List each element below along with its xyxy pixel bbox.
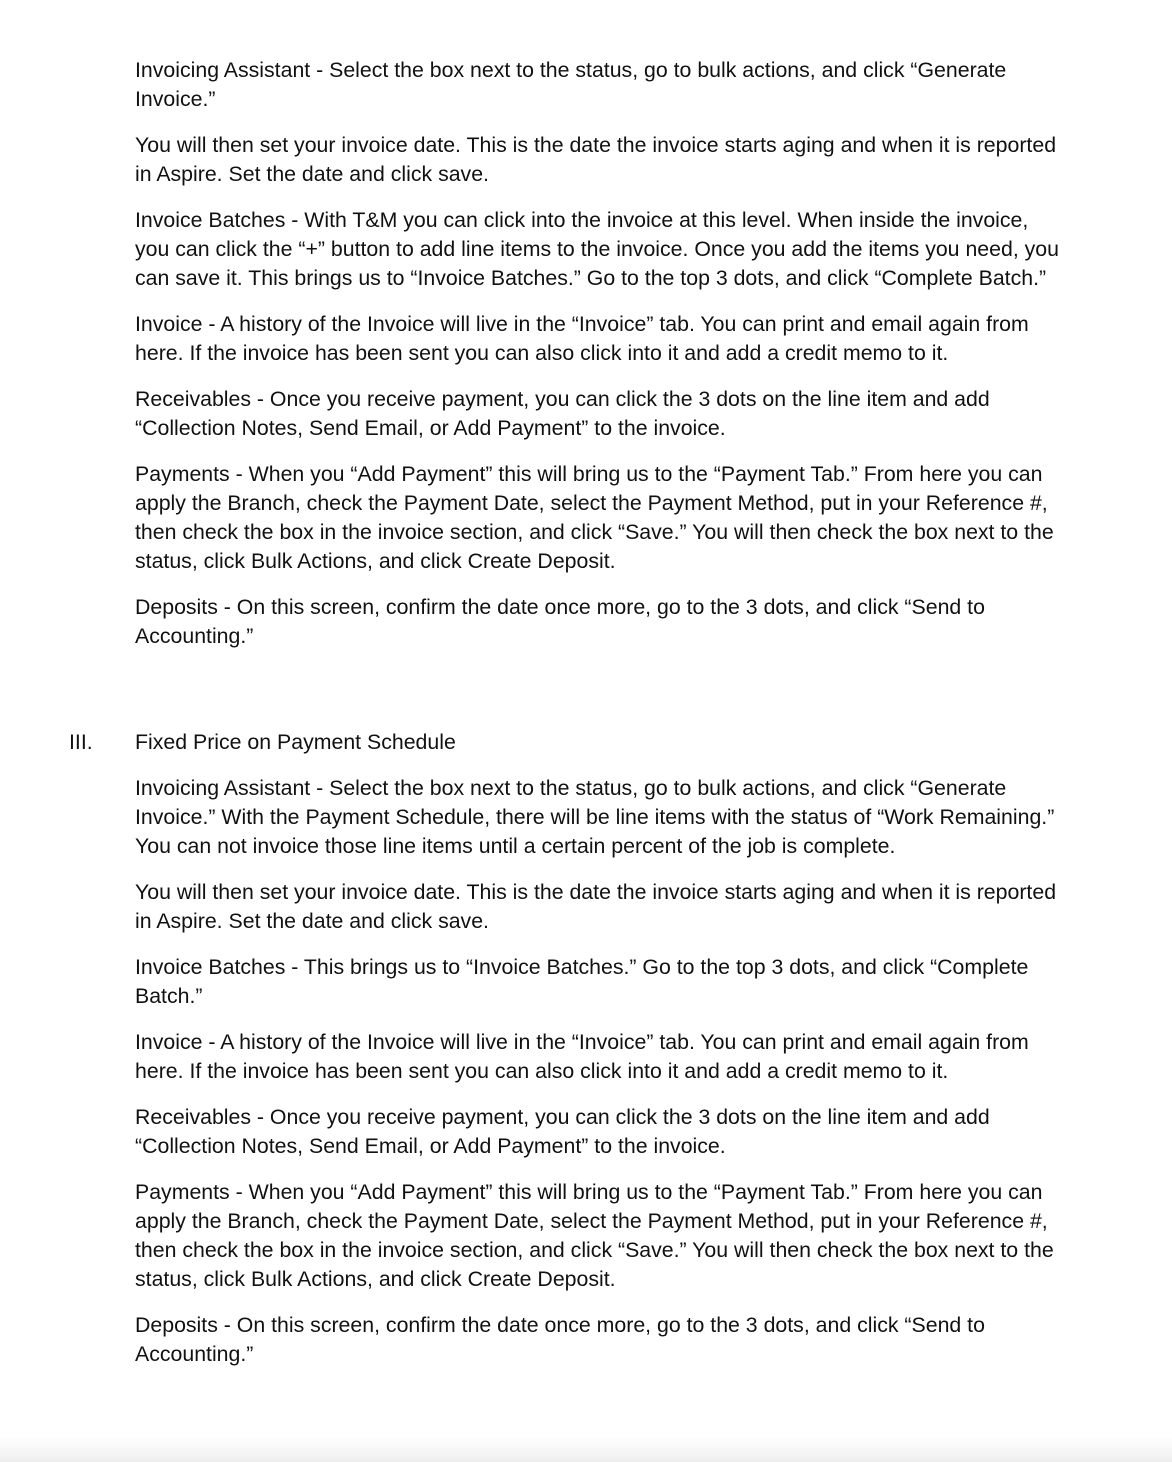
paragraph-deposits: Deposits - On this screen, confirm the date once more, go to the 3 dots, and click “Send to Accounting.”: [135, 1313, 985, 1366]
section-heading: [0, 728, 1172, 757]
paragraph-invoice-date: You will then set your invoice date. This is the date the invoice starts aging and when it is reported in Aspire. Set the date and click save.: [135, 880, 1057, 933]
paragraph-receivables: Receivables - Once you receive payment, you can click the 3 dots on the line item and add “Collection Notes, Send Email, or Add Payment” to the invoice.: [135, 387, 990, 440]
paragraph-deposits: Deposits - On this screen, confirm the date once more, go to the 3 dots, and click “Send to Accounting.”: [135, 595, 985, 648]
section-number: III.: [69, 730, 93, 754]
section-two-steps: [0, 56, 1172, 668]
paragraph-invoice-history: Invoice - A history of the Invoice will live in the “Invoice” tab. You can print and email again from here. If the invoice has been sent you can also click into it and add a credit memo to it.: [135, 1030, 1029, 1083]
paragraph-receivables: Receivables - Once you receive payment, you can click the 3 dots on the line item and add “Collection Notes, Send Email, or Add Payment” to the invoice.: [135, 1105, 990, 1158]
paragraph-invoice-batches: Invoice Batches - With T&M you can click into the invoice at this level. When inside the invoice, you can click the “+” button to add line items to the invoice. Once you add the items you need, you can save it. This brings us to “Invoice Batches.” Go to the top 3 dots, and click “Complete Batch.”: [135, 208, 1059, 290]
paragraph-invoice-date: You will then set your invoice date. This is the date the invoice starts aging and when it is reported in Aspire. Set the date and click save.: [135, 133, 1057, 186]
paragraph-invoicing-assistant: Invoicing Assistant - Select the box next to the status, go to bulk actions, and click “Generate Invoice.”: [135, 58, 1007, 111]
paragraph-invoice-batches: Invoice Batches - This brings us to “Invoice Batches.” Go to the top 3 dots, and click “Complete Batch.”: [135, 955, 1029, 1008]
page-bottom-shadow: [0, 1436, 1172, 1462]
paragraph-payments: Payments - When you “Add Payment” this will bring us to the “Payment Tab.” From here you can apply the Branch, check the Payment Date, select the Payment Method, put in your Reference #, then check the box in the invoice section, and click “Save.” You will then check the box next to the status, click Bulk Actions, and click Create Deposit.: [135, 462, 1054, 573]
section-three: [0, 728, 1172, 1386]
paragraph-payments: Payments - When you “Add Payment” this will bring us to the “Payment Tab.” From here you can apply the Branch, check the Payment Date, select the Payment Method, put in your Reference #, then check the box in the invoice section, and click “Save.” You will then check the box next to the status, click Bulk Actions, and click Create Deposit.: [135, 1180, 1054, 1291]
paragraph-invoice-history: Invoice - A history of the Invoice will live in the “Invoice” tab. You can print and email again from here. If the invoice has been sent you can also click into it and add a credit memo to it.: [135, 312, 1029, 365]
section-title: Fixed Price on Payment Schedule: [135, 730, 456, 754]
paragraph-invoicing-assistant: Invoicing Assistant - Select the box next to the status, go to bulk actions, and click “Generate Invoice.” With the Payment Schedule, there will be line items with the status of “Work Remaining.” You can not invoice those line items until a certain percent of the job is complete.: [135, 776, 1055, 858]
